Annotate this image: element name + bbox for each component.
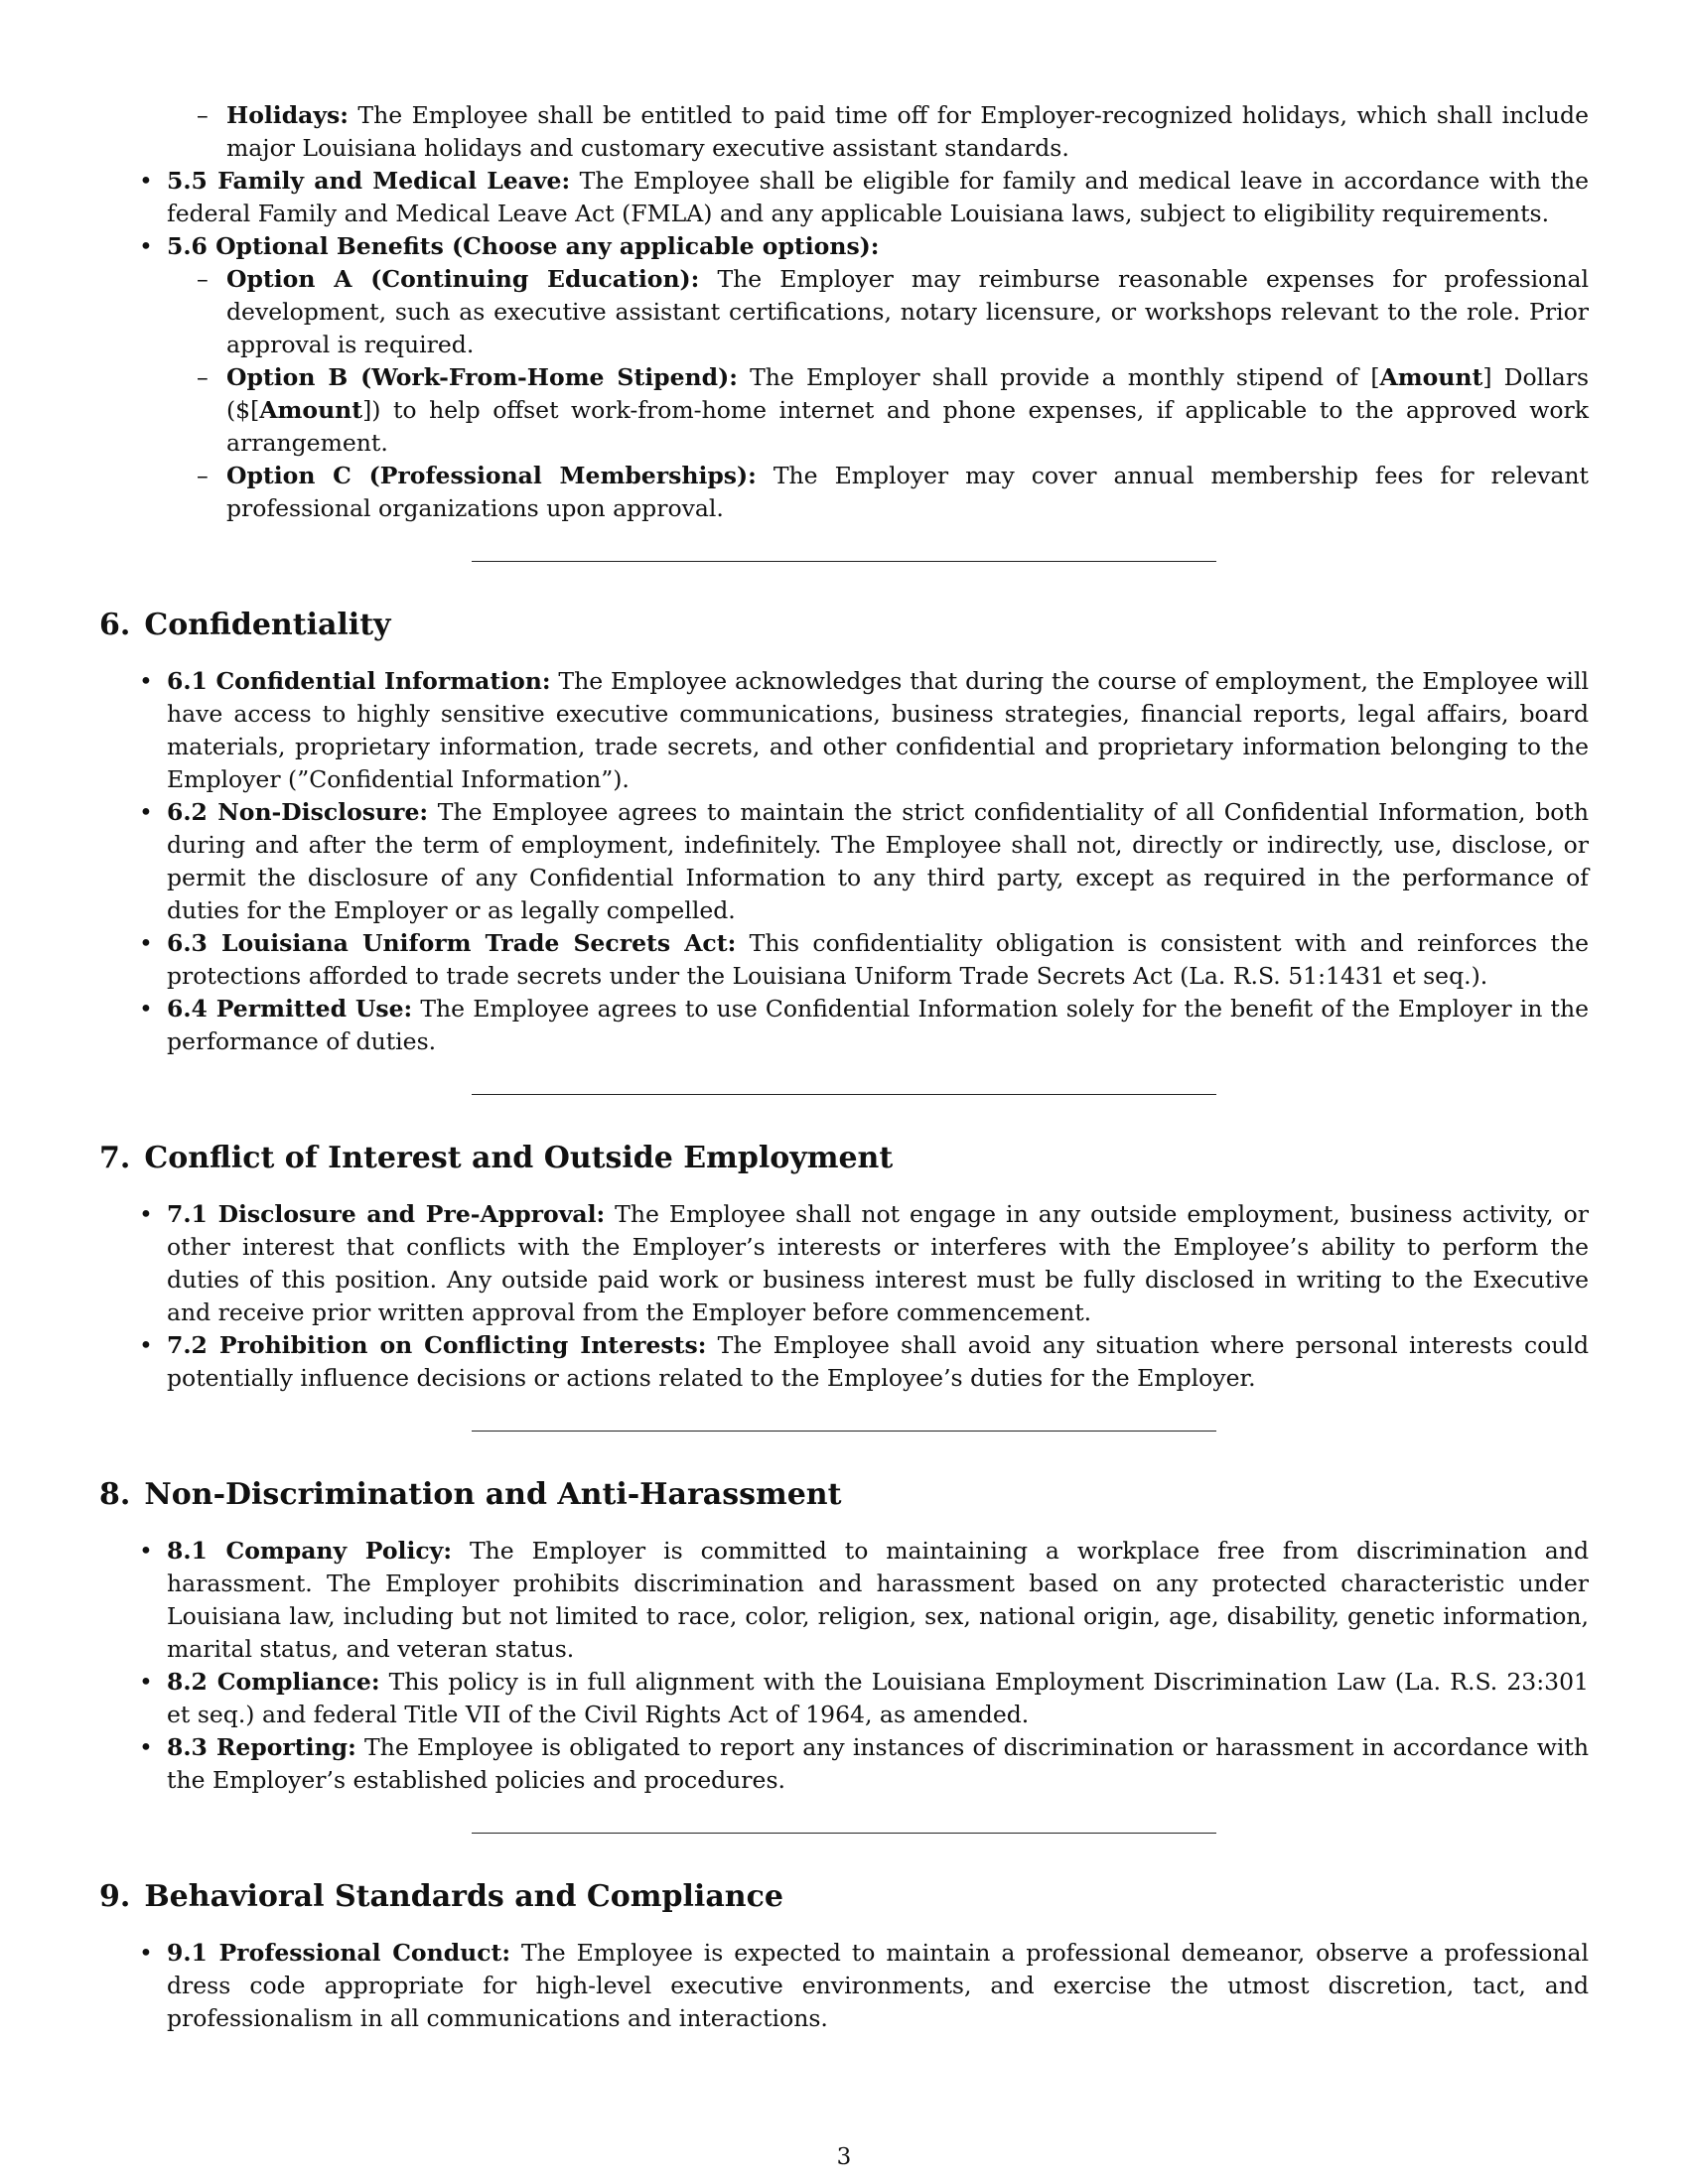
item-text: ]) to help offset work-from-home internet and phone expenses, if applicable to the approved work arrangement. — [226, 396, 1589, 457]
item-text: The Employer may cover annual membership fees for relevant professional organizations upon approval. — [226, 462, 1589, 522]
item-text: ] Dollars ($[ — [226, 363, 1590, 424]
list-item-7-2 — [99, 1329, 1589, 1395]
item-text: The Employee acknowledges that during the course of employment, the Employee will have access to highly sensitive executive communications, business strategies, financial reports, legal affairs, board materials, proprietary information, trade secrets, and other confidential and proprietary information belonging to the Employer (”Confidential Information”). — [167, 667, 1589, 793]
item-text: The Employee shall avoid any situation where personal interests could potentially influence decisions or actions related to the Employee’s duties for the Employer. — [167, 1331, 1589, 1392]
section-number: 7. — [99, 1141, 131, 1175]
section-title: Non-Discrimination and Anti-Harassment — [144, 1477, 842, 1512]
item-text: The Employee agrees to maintain the strict confidentiality of all Confidential Information, both during and after the term of employment, indefinitely. The Employee shall not, directly or indirectly, use, disclose, or permit the disclosure of any Confidential Information to any third party, except as required in the performance of duties for the Employer or as legally compelled. — [167, 798, 1589, 924]
sub-item-holidays — [167, 99, 1589, 165]
list-item-5-6 — [99, 230, 1589, 525]
optional-benefits-list — [167, 263, 1589, 525]
section-heading — [99, 606, 1589, 645]
sub-item-option-a — [167, 263, 1589, 361]
item-label: 5.5 Family and Medical Leave: — [167, 167, 571, 195]
item-label: 6.1 Confidential Information: — [167, 667, 551, 695]
section-6 — [99, 606, 1589, 1095]
amount-placeholder: Amount — [259, 396, 363, 424]
section-7 — [99, 1139, 1589, 1432]
item-label: 7.2 Prohibition on Conflicting Interests: — [167, 1331, 707, 1359]
list-item-9-1 — [99, 1937, 1589, 2035]
item-text: The Employer shall provide a monthly stipend of [ — [737, 363, 1380, 391]
list-item-8-2 — [99, 1666, 1589, 1731]
item-text: This policy is in full alignment with the Louisiana Employment Discrimination Law (La. R.S. 23:301 et seq.) and federal Title VII of the Civil Rights Act of 1964, as amended. — [167, 1668, 1589, 1728]
item-label: 6.3 Louisiana Uniform Trade Secrets Act: — [167, 929, 737, 957]
section-heading — [99, 1877, 1589, 1917]
item-text: This confidentiality obligation is consistent with and reinforces the protections afforded to trade secrets under the Louisiana Uniform Trade Secrets Act (La. R.S. 51:1431 et seq.). — [167, 929, 1589, 990]
item-label: 7.1 Disclosure and Pre-Approval: — [167, 1200, 606, 1228]
item-label: 5.6 Optional Benefits (Choose any applicable options): — [167, 232, 880, 260]
item-text: The Employee is expected to maintain a professional demeanor, observe a professional dress code appropriate for high-level executive environments, and exercise the utmost discretion, tact, and professionalism in all communications and interactions. — [167, 1939, 1589, 2032]
section-5-list — [99, 165, 1589, 525]
section-number: 9. — [99, 1879, 131, 1914]
item-label: 8.2 Compliance: — [167, 1668, 380, 1696]
item-text: The Employee shall be eligible for family and medical leave in accordance with the federal Family and Medical Leave Act (FMLA) and any applicable Louisiana laws, subject to eligibility requirements. — [167, 167, 1589, 227]
holidays-sublist — [167, 99, 1589, 165]
sub-item-option-b — [167, 361, 1589, 460]
list-item-6-1 — [99, 665, 1589, 796]
section-8 — [99, 1475, 1589, 1834]
item-text: The Employee shall not engage in any outside employment, business activity, or other interest that conflicts with the Employer’s interests or interferes with the Employee’s ability to perform the duties of this position. Any outside paid work or business interest must be fully disclosed in writing to the Executive and receive prior written approval from the Employer before commencement. — [167, 1200, 1589, 1326]
section-heading — [99, 1475, 1589, 1515]
list-item-6-2 — [99, 796, 1589, 927]
section-9-list — [99, 1937, 1589, 2035]
item-text: The Employer may reimburse reasonable expenses for professional development, such as executive assistant certifications, notary licensure, or workshops relevant to the role. Prior approval is required. — [226, 265, 1589, 358]
item-label: 8.3 Reporting: — [167, 1733, 356, 1761]
section-number: 6. — [99, 608, 131, 642]
item-label: 8.1 Company Policy: — [167, 1537, 453, 1565]
list-item-8-3 — [99, 1731, 1589, 1797]
list-item-6-4 — [99, 993, 1589, 1058]
amount-placeholder: Amount — [1379, 363, 1483, 391]
section-title: Behavioral Standards and Compliance — [144, 1879, 783, 1914]
section-divider — [472, 1833, 1216, 1834]
list-item-6-3 — [99, 927, 1589, 993]
item-text: The Employer is committed to maintaining a workplace free from discrimination and harassment. The Employer prohibits discrimination and harassment based on any protected characteristic under Louisiana law, including but not limited to race, color, religion, sex, national origin, age, disability, genetic information, marital status, and veteran status. — [167, 1537, 1589, 1663]
list-item-7-1 — [99, 1198, 1589, 1329]
item-label: Option C (Professional Memberships): — [226, 462, 757, 489]
section-5-continued — [99, 99, 1589, 562]
item-text: The Employee is obligated to report any instances of discrimination or harassment in accordance with the Employer’s established policies and procedures. — [167, 1733, 1589, 1794]
document-page — [99, 99, 1589, 2035]
item-label: Option B (Work-From-Home Stipend): — [226, 363, 738, 391]
page-number: 3 — [836, 2144, 852, 2170]
section-6-list — [99, 665, 1589, 1058]
section-divider — [472, 1094, 1216, 1095]
section-title: Confidentiality — [144, 608, 391, 642]
list-item-8-1 — [99, 1535, 1589, 1666]
section-divider — [472, 561, 1216, 562]
item-label: 6.4 Permitted Use: — [167, 995, 413, 1023]
section-heading — [99, 1139, 1589, 1178]
item-label: 6.2 Non-Disclosure: — [167, 798, 429, 826]
section-9 — [99, 1877, 1589, 2035]
item-label: Option A (Continuing Education): — [226, 265, 700, 293]
section-title: Conflict of Interest and Outside Employment — [144, 1141, 894, 1175]
section-8-list — [99, 1535, 1589, 1797]
sub-item-option-c — [167, 460, 1589, 525]
section-divider — [472, 1431, 1216, 1432]
item-label: 9.1 Professional Conduct: — [167, 1939, 511, 1967]
section-7-list — [99, 1198, 1589, 1395]
list-item-5-5 — [99, 165, 1589, 230]
section-number: 8. — [99, 1477, 131, 1512]
item-text: The Employee agrees to use Confidential Information solely for the benefit of the Employer in the performance of duties. — [167, 995, 1589, 1055]
item-label: Holidays: — [226, 101, 349, 129]
item-text: The Employee shall be entitled to paid time off for Employer-recognized holidays, which shall include major Louisiana holidays and customary executive assistant standards. — [226, 101, 1589, 162]
